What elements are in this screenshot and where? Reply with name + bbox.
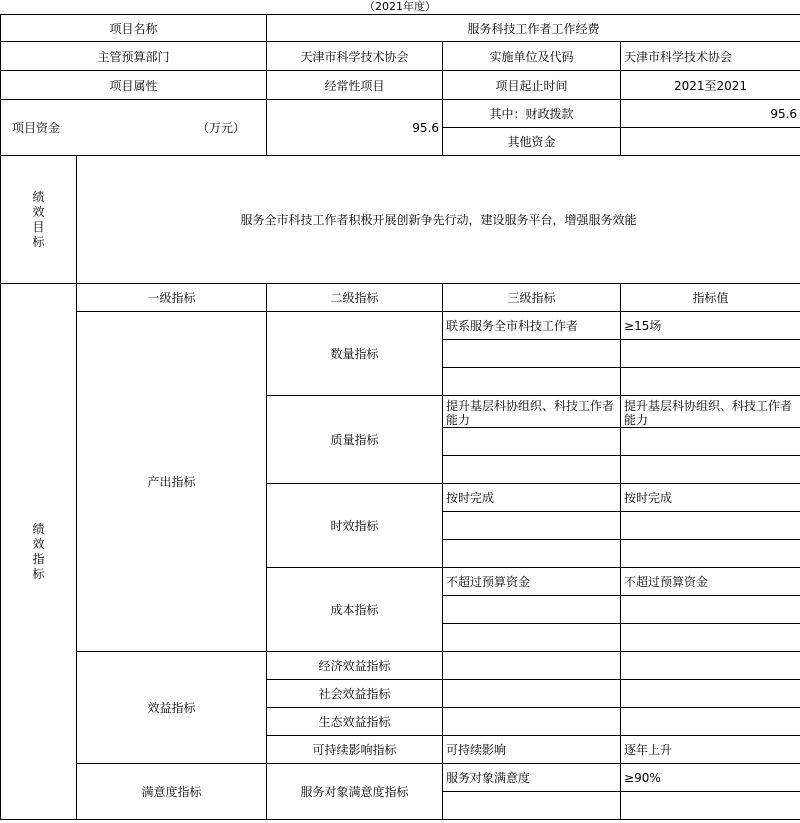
funds-label: 项目资金 <box>12 121 61 135</box>
value-cell <box>621 652 800 680</box>
funds-total: 95.6 <box>267 100 443 156</box>
dept-label: 主管预算部门 <box>1 42 267 71</box>
level3-cell: 提升基层科协组织、科技工作者能力 <box>443 396 621 428</box>
satisfaction-indicator-label: 满意度指标 <box>77 764 267 820</box>
ecological-indicator-label: 生态效益指标 <box>267 708 443 736</box>
fiscal-label: 其中：财政拨款 <box>443 100 621 128</box>
level3-cell: 不超过预算资金 <box>443 568 621 596</box>
period-label: 项目起止时间 <box>443 71 621 100</box>
level3-cell <box>443 428 621 456</box>
value-cell <box>621 792 800 820</box>
col-header-level3: 三级指标 <box>443 284 621 312</box>
attr-value: 经常性项目 <box>267 71 443 100</box>
performance-goal-sheet <box>0 14 800 823</box>
other-funds-label: 其他资金 <box>443 128 621 156</box>
row-indicator-header <box>1 284 800 312</box>
goal-label-cell <box>1 156 77 284</box>
level3-cell: 可持续影响 <box>443 736 621 764</box>
level3-cell: 联系服务全市科技工作者 <box>443 312 621 340</box>
level3-cell <box>443 340 621 368</box>
benefit-indicator-label: 效益指标 <box>77 652 267 764</box>
row-attribute <box>1 71 800 100</box>
goal-label: 绩效目标 <box>32 189 45 249</box>
value-cell <box>621 680 800 708</box>
dept-value: 天津市科学技术协会 <box>267 42 443 71</box>
year-caption: （2021年度） <box>364 0 436 13</box>
row-department <box>1 42 800 71</box>
impl-value: 天津市科学技术协会 <box>621 42 800 71</box>
funds-unit: （万元） <box>197 121 246 135</box>
col-header-level1: 一级指标 <box>77 284 267 312</box>
level3-cell <box>443 708 621 736</box>
economic-indicator-label: 经济效益指标 <box>267 652 443 680</box>
level3-cell <box>443 368 621 396</box>
value-cell <box>621 340 800 368</box>
quality-indicator-label: 质量指标 <box>267 396 443 484</box>
value-cell <box>621 624 800 652</box>
value-cell <box>621 512 800 540</box>
goal-text: 服务全市科技工作者积极开展创新争先行动，建设服务平台，增强服务效能 <box>77 156 800 284</box>
output-indicator-label: 产出指标 <box>77 312 267 652</box>
project-name-label: 项目名称 <box>1 15 267 42</box>
performance-table <box>0 14 800 820</box>
value-cell: 逐年上升 <box>621 736 800 764</box>
quantity-indicator-label: 数量指标 <box>267 312 443 396</box>
value-cell: 提升基层科协组织、科技工作者能力 <box>621 396 800 428</box>
level3-cell <box>443 456 621 484</box>
sustainable-indicator-label: 可持续影响指标 <box>267 736 443 764</box>
value-cell <box>621 596 800 624</box>
row-project-name <box>1 15 800 42</box>
table-row <box>1 312 800 340</box>
cost-indicator-label: 成本指标 <box>267 568 443 652</box>
project-name-value: 服务科技工作者工作经费 <box>267 15 800 42</box>
value-cell <box>621 456 800 484</box>
level3-cell <box>443 680 621 708</box>
level3-cell <box>443 512 621 540</box>
row-goal <box>1 156 800 284</box>
indicator-label: 绩效指标 <box>32 521 45 581</box>
table-row <box>1 764 800 792</box>
period-value: 2021至2021 <box>621 71 800 100</box>
value-cell: ≥15场 <box>621 312 800 340</box>
value-cell <box>621 368 800 396</box>
attr-label: 项目属性 <box>1 71 267 100</box>
value-cell <box>621 540 800 568</box>
value-cell <box>621 708 800 736</box>
level3-cell <box>443 540 621 568</box>
level3-cell <box>443 792 621 820</box>
fiscal-value: 95.6 <box>621 100 800 128</box>
level3-cell <box>443 652 621 680</box>
level3-cell: 服务对象满意度 <box>443 764 621 792</box>
indicator-label-cell <box>1 284 77 820</box>
funds-label-wrap <box>4 119 263 136</box>
row-funds-1 <box>1 100 800 128</box>
value-cell: 按时完成 <box>621 484 800 512</box>
col-header-value: 指标值 <box>621 284 800 312</box>
table-row <box>1 652 800 680</box>
impl-label: 实施单位及代码 <box>443 42 621 71</box>
col-header-level2: 二级指标 <box>267 284 443 312</box>
funds-label-cell <box>1 100 267 156</box>
timeliness-indicator-label: 时效指标 <box>267 484 443 568</box>
level3-cell <box>443 596 621 624</box>
service-satisfaction-label: 服务对象满意度指标 <box>267 764 443 820</box>
social-indicator-label: 社会效益指标 <box>267 680 443 708</box>
value-cell: ≥90% <box>621 764 800 792</box>
value-cell: 不超过预算资金 <box>621 568 800 596</box>
other-funds-value <box>621 128 800 156</box>
level3-cell: 按时完成 <box>443 484 621 512</box>
level3-cell <box>443 624 621 652</box>
value-cell <box>621 428 800 456</box>
